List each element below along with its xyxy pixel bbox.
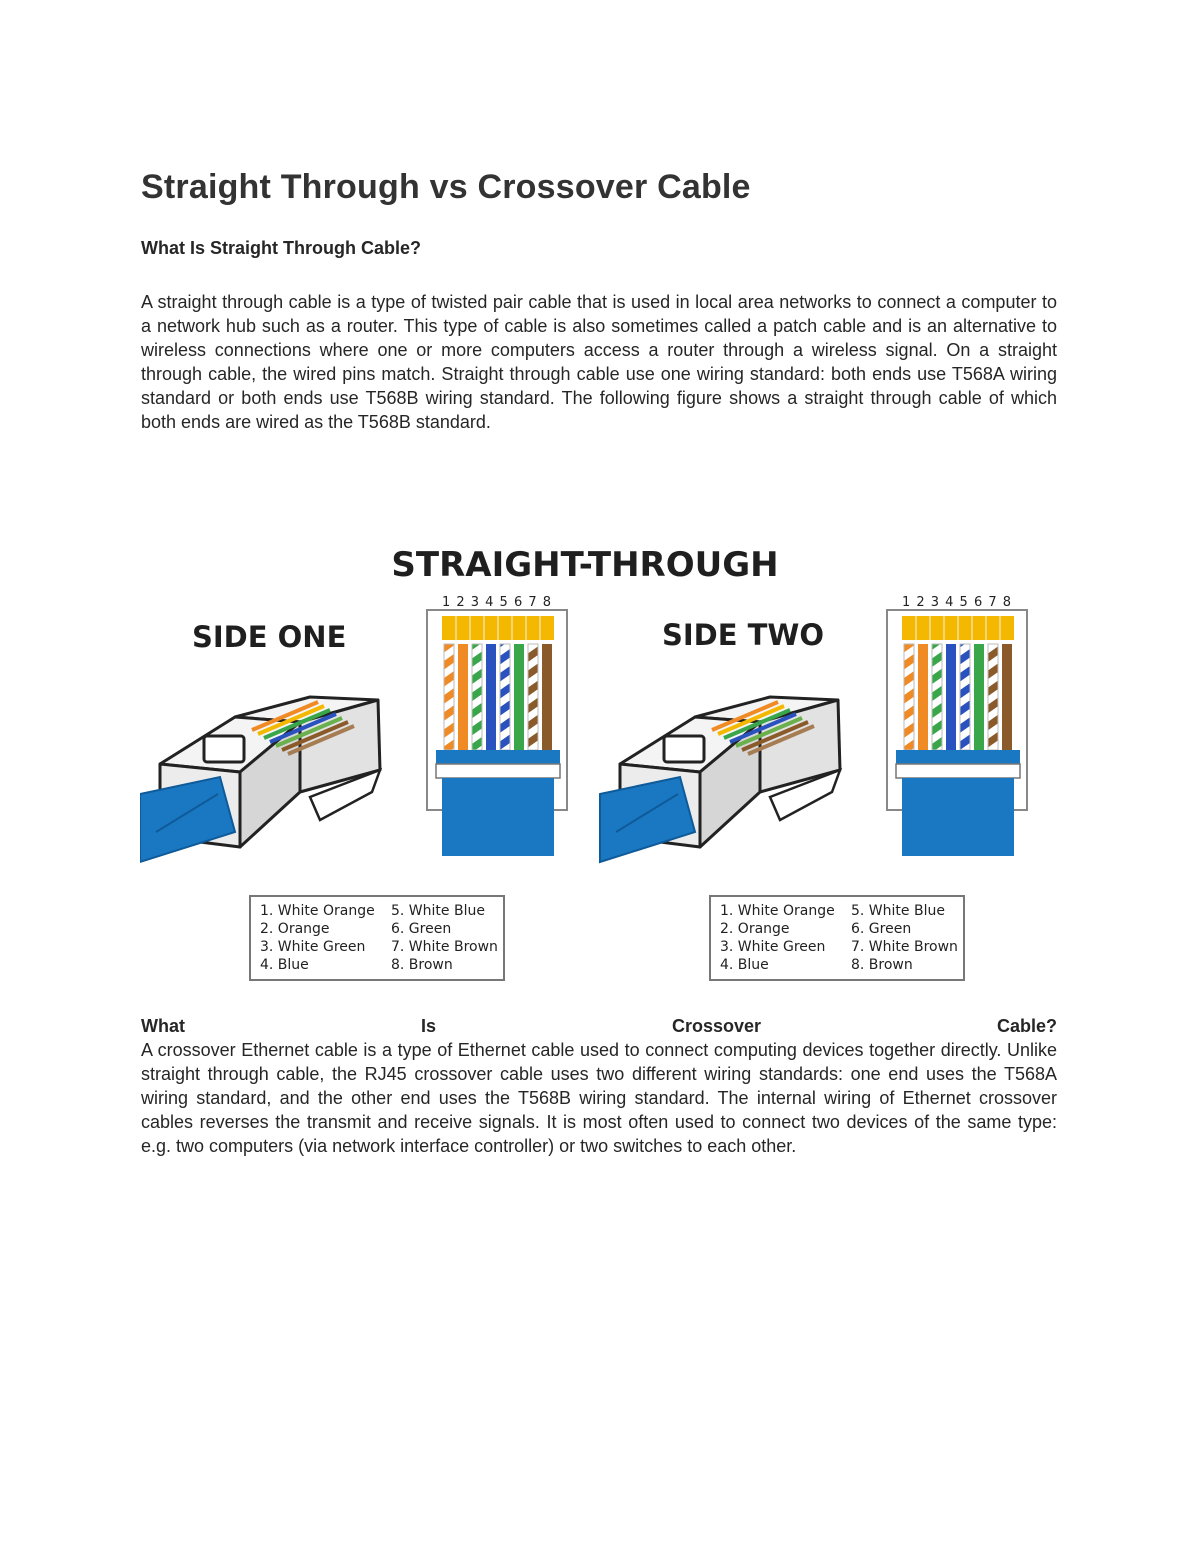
legend-item: 2. Orange — [720, 921, 790, 937]
legend-item: 1. White Orange — [720, 903, 835, 919]
legend-item: 5. White Blue — [851, 903, 945, 919]
section-heading-straight-through: What Is Straight Through Cable? — [141, 238, 421, 258]
side-one-legend — [250, 896, 504, 980]
straight-through-diagram — [140, 532, 1060, 987]
legend-item: 8. Brown — [851, 957, 913, 973]
heading-word: Cable? — [996, 1016, 1057, 1036]
legend-item: 1. White Orange — [260, 903, 375, 919]
paragraph-straight-through: A straight through cable is a type of twisted pair cable that is used in local area networks to connect a computer to a network hub such as a router. This type of cable is also sometimes called a patch cable and is an alternative to wireless connections where one or more computers access a router through a wireless signal. On a straight through cable, the wired pins match. Straight through cable use one wiring standard: both ends use T568A wiring standard or both ends use T568B wiring standard. The following figure shows a straight through cable of which both ends are wired as the T568B standard. — [141, 292, 1057, 432]
legend-item: 3. White Green — [260, 939, 366, 955]
side-two-plug-angled — [600, 697, 840, 862]
diagram-title: STRAIGHT-THROUGH — [391, 545, 779, 585]
paragraph-crossover: A crossover Ethernet cable is a type of Ethernet cable used to connect computing devices together directly. Unlike straight through cable, the RJ45 crossover cable uses two different wiring standards: one end uses the T568A wiring standard, and the other end uses the T568B wiring standard. The internal wiring of Ethernet crossover cables reverses the transmit and receive signals. It is most often used to connect two devices of the same type: e.g. two computers (via network interface controller) or two switches to each other. — [141, 1040, 1057, 1156]
legend-item: 7. White Brown — [391, 939, 498, 955]
legend-item: 6. Green — [391, 921, 452, 937]
legend-item: 7. White Brown — [851, 939, 958, 955]
legend-item: 4. Blue — [720, 957, 769, 973]
legend-item: 4. Blue — [260, 957, 309, 973]
heading-word: What — [141, 1016, 185, 1036]
heading-word: Crossover — [671, 1016, 761, 1036]
section-heading-crossover — [141, 1014, 1057, 1038]
legend-item: 6. Green — [851, 921, 912, 937]
side-one-pin-numbers: 1 2 3 4 5 6 7 8 — [441, 595, 553, 610]
side-one-pinout — [427, 595, 567, 856]
page-title: Straight Through vs Crossover Cable — [141, 168, 751, 206]
side-one-plug-angled — [140, 697, 380, 862]
side-two-pinout — [887, 595, 1027, 856]
legend-item: 8. Brown — [391, 957, 453, 973]
legend-item: 3. White Green — [720, 939, 826, 955]
side-two-legend — [710, 896, 964, 980]
side-one — [140, 595, 567, 980]
side-one-label: SIDE ONE — [192, 620, 347, 654]
side-two — [600, 595, 1027, 980]
legend-item: 5. White Blue — [391, 903, 485, 919]
side-two-pin-numbers: 1 2 3 4 5 6 7 8 — [901, 595, 1013, 610]
legend-item: 2. Orange — [260, 921, 330, 937]
heading-word: Is — [420, 1016, 436, 1036]
side-two-label: SIDE TWO — [662, 618, 825, 652]
